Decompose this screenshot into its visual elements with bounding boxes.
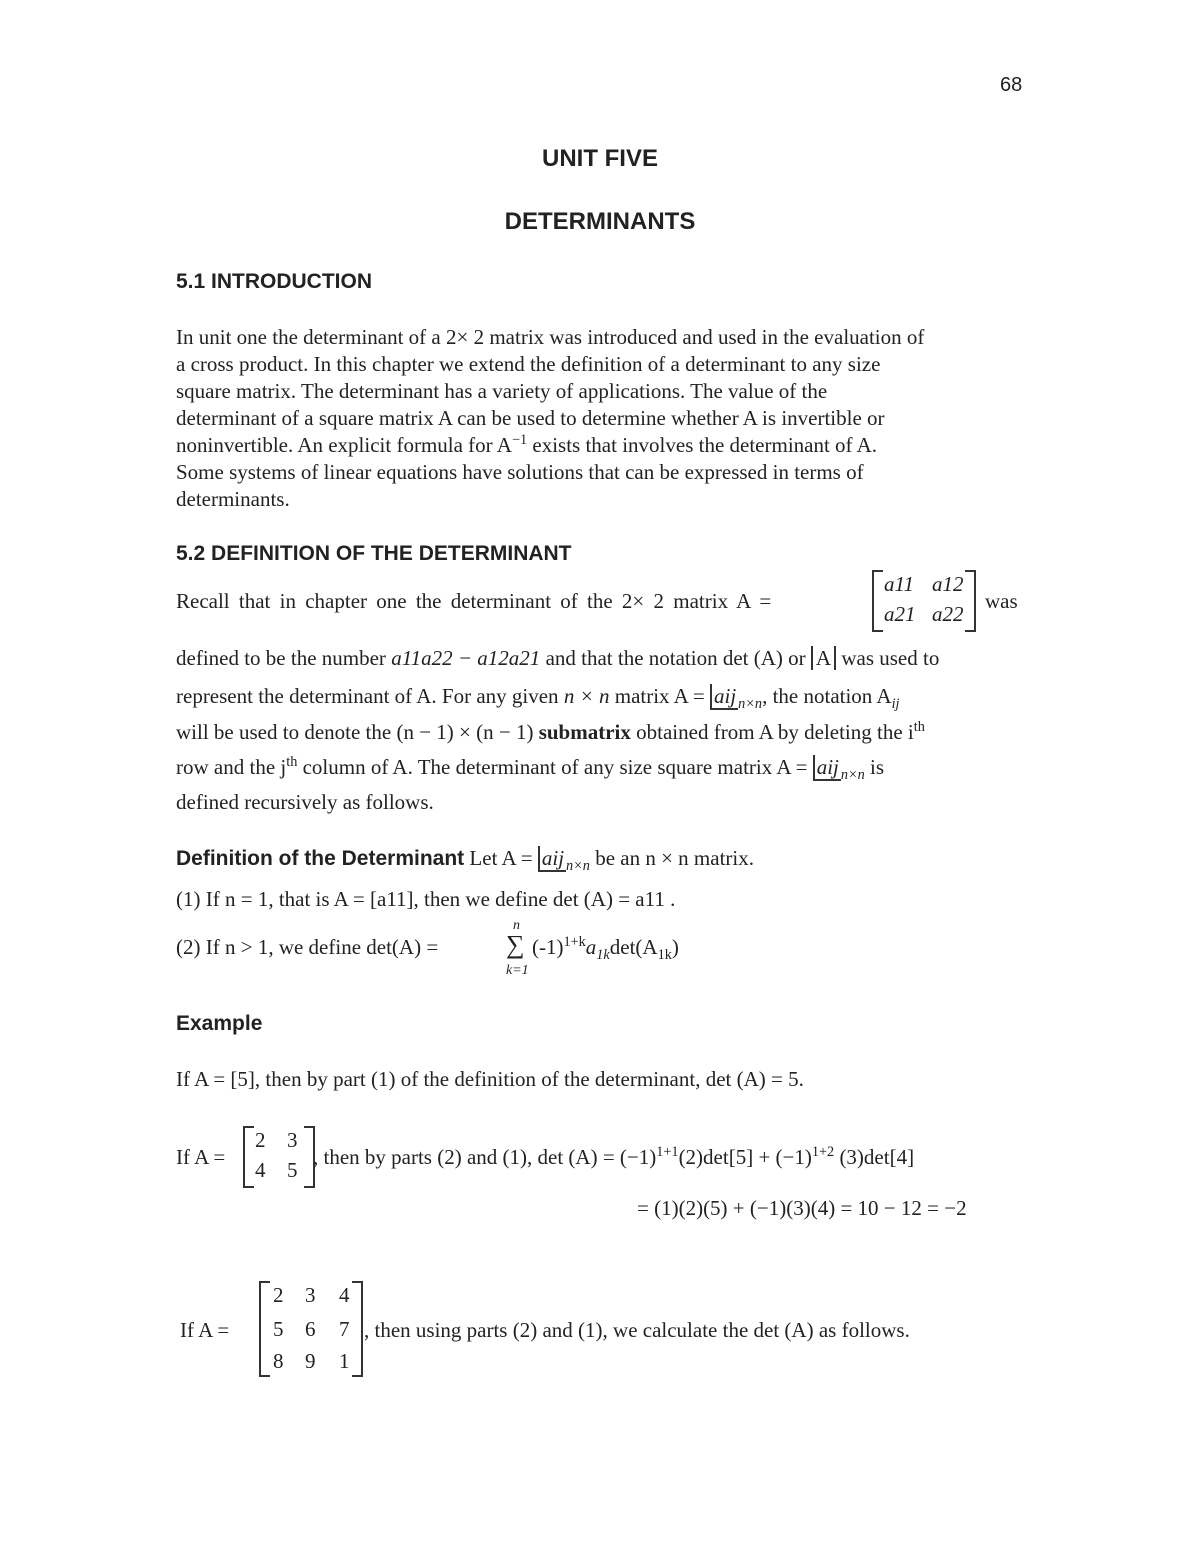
matrix-entry: a12	[932, 572, 964, 596]
definition-line: will be used to denote the (n − 1) × (n − 1) submatrix obtained from A by deleting the $i^{th}$	[176, 719, 925, 744]
recall-text: Recall that in chapter one the determinant of the 2× 2 matrix A =	[176, 589, 772, 613]
floor-aij: aij	[813, 755, 841, 781]
sum-upper-limit: n	[513, 918, 520, 933]
matrix-entry: a21	[884, 602, 916, 626]
sum-lower-limit: k=1	[506, 963, 529, 978]
definition-line: defined to be the number a11a22 − a12a21 and that the notation det (A) or A was used to	[176, 646, 940, 670]
matrix-entry: 1	[339, 1349, 350, 1373]
definition-label: Definition of the Determinant	[176, 847, 465, 870]
example-3-prefix: If A =	[180, 1318, 230, 1342]
matrix-3x3-example	[259, 1281, 363, 1377]
unit-title: UNIT FIVE	[541, 145, 658, 172]
matrix-entry: 3	[287, 1128, 298, 1152]
abs-value-A: A	[811, 646, 836, 670]
page-number: 68	[1000, 74, 1023, 96]
intro-line: noninvertible. An explicit formula for $A^{-1}$ exists that involves the determinant of A.	[176, 432, 878, 457]
definition-part-1: (1) If n = 1, that is A = [a11], then we define det (A) = a11 .	[176, 887, 676, 911]
section-heading-definition: 5.2 DEFINITION OF THE DETERMINANT	[176, 542, 572, 565]
sum-symbol: ∑	[506, 930, 525, 959]
intro-line: determinants.	[176, 487, 290, 511]
matrix-entry: 7	[339, 1317, 350, 1341]
example-heading: Example	[176, 1012, 263, 1035]
matrix-entry: 4	[339, 1283, 350, 1307]
matrix-2x2-example	[243, 1126, 315, 1188]
definition-statement: Definition of the Determinant Let A = aij $_{n\times n}$ be an n × n matrix.	[176, 846, 754, 875]
definition-line: defined recursively as follows.	[176, 790, 434, 814]
matrix-entry: 3	[305, 1283, 316, 1307]
matrix-entry: 5	[273, 1317, 284, 1341]
example-2-text: , then by parts (2) and (1), $\det (A) = (-1)^{1+1}(2)\det[5] + (-1)^{1+2}$ (3)det[4]	[313, 1144, 915, 1169]
definition-part-2: (2) If n > 1, we define det(A) =	[176, 935, 439, 959]
matrix-entry: 6	[305, 1317, 316, 1341]
example-1: If A = [5], then by part (1) of the definition of the determinant, det (A) = 5.	[176, 1067, 804, 1091]
was-text: was	[985, 589, 1018, 613]
intro-line: a cross product. In this chapter we extend the definition of a determinant to any size	[176, 352, 881, 376]
introduction-paragraph	[176, 324, 1024, 513]
definition-line: represent the determinant of A. For any given n × n matrix A = aij $_{n\times n}$, the notation $A_{ij}$	[176, 684, 900, 713]
matrix-entry: 9	[305, 1349, 316, 1373]
matrix-entry: 8	[273, 1349, 284, 1373]
matrix-entry: a11	[884, 572, 914, 596]
example-2-result: = (1)(2)(5) + (−1)(3)(4) = 10 − 12 = −2	[637, 1196, 967, 1220]
floor-aij: aij	[710, 684, 738, 710]
matrix-entry: 5	[287, 1158, 298, 1182]
matrix-2x2-generic	[872, 570, 976, 632]
sum-expression: $(-1)^{1+k}a_{1k}\det(A_{1k})$	[532, 934, 679, 964]
section-heading-introduction: 5.1 INTRODUCTION	[176, 270, 373, 293]
matrix-entry: a22	[932, 602, 964, 626]
matrix-entry: 4	[255, 1158, 266, 1182]
intro-line: determinant of a square matrix A can be used to determine whether A is invertible or	[176, 406, 885, 430]
intro-line: Some systems of linear equations have solutions that can be expressed in terms of	[176, 460, 864, 484]
example-3-text: , then using parts (2) and (1), we calculate the det (A) as follows.	[364, 1318, 910, 1342]
intro-line: square matrix. The determinant has a variety of applications. The value of the	[176, 379, 828, 403]
example-2-prefix: If A =	[176, 1145, 226, 1169]
chapter-title: DETERMINANTS	[504, 208, 696, 235]
matrix-entry: 2	[255, 1128, 266, 1152]
definition-line: row and the $j^{th}$ column of A. The determinant of any size square matrix A = aij $_{n\times n}$ is	[176, 754, 885, 784]
matrix-entry: 2	[273, 1283, 284, 1307]
intro-line: In unit one the determinant of a 2× 2 matrix was introduced and used in the evaluation of	[176, 325, 925, 349]
